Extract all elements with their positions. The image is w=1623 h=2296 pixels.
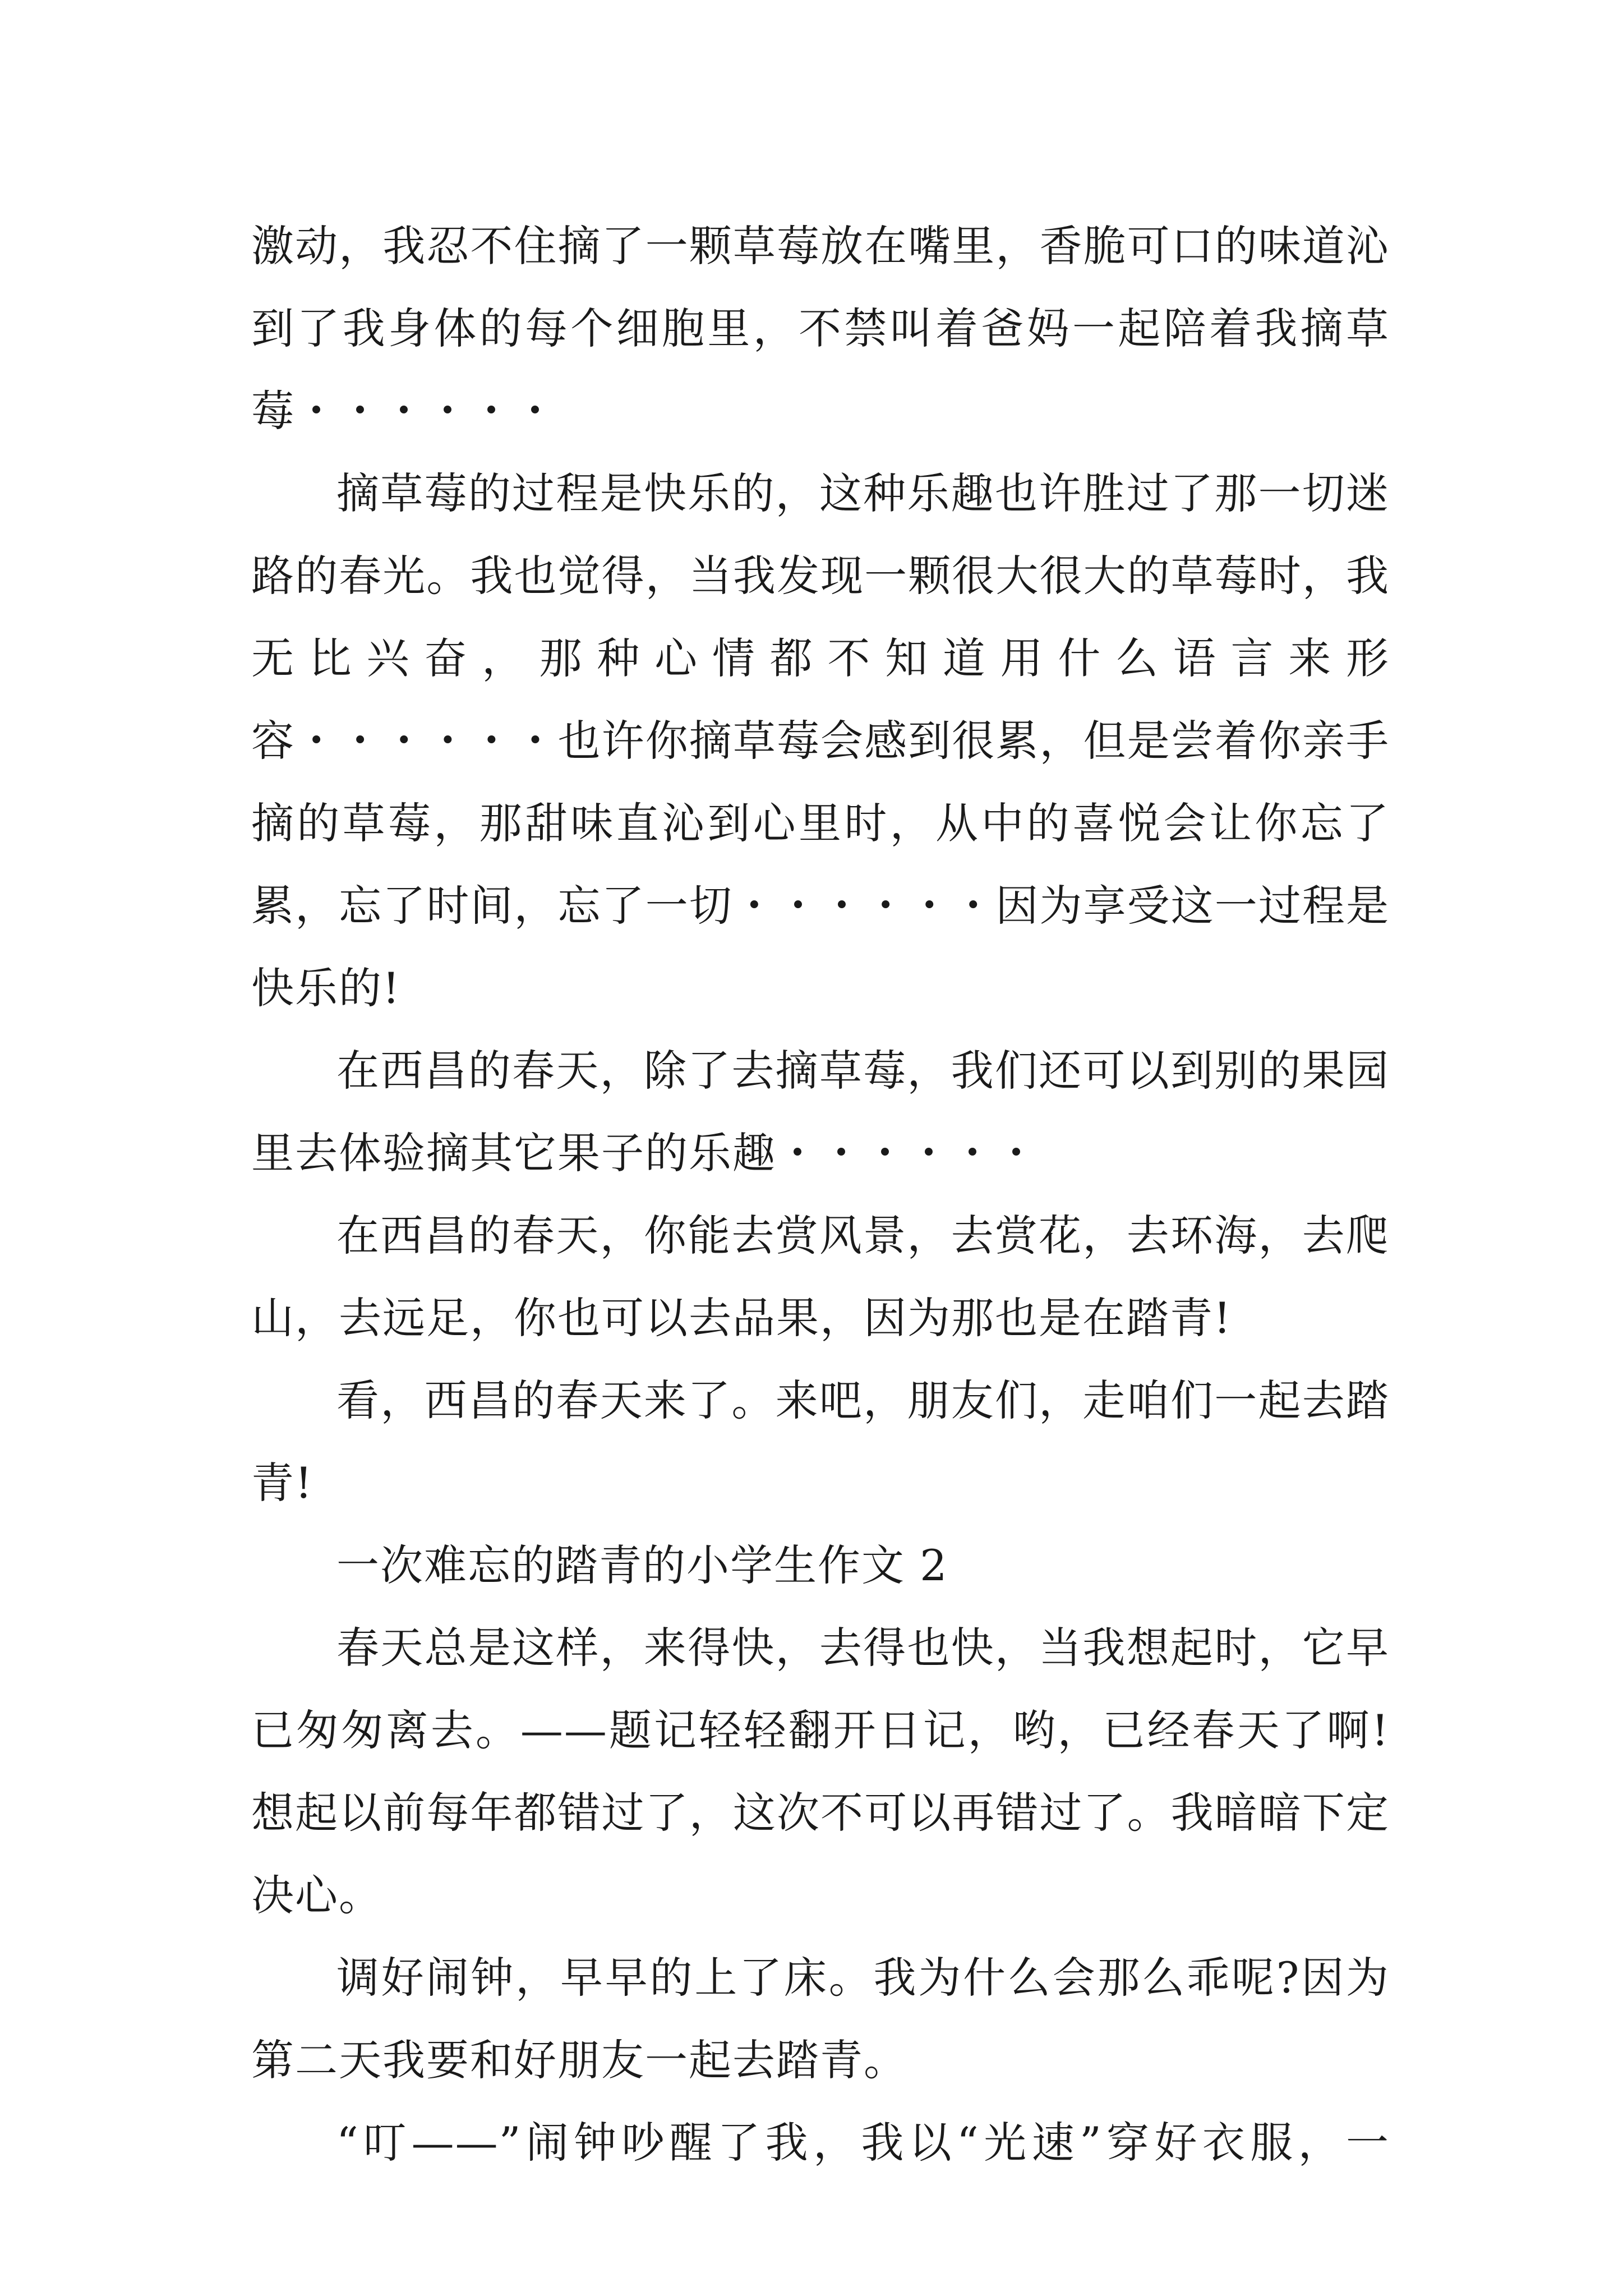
- paragraph: 看，西昌的春天来了。来吧，朋友们，走咱们一起去踏青!: [251, 1375, 1390, 1508]
- paragraph: 春天总是这样，来得快，去得也快，当我想起时，它早已匆匆离去。——题记轻轻翻开日记，哟，已经春天了啊!想起以前每年都错过了，这次不可以再错过了。我暗暗下定决心。: [251, 1623, 1390, 1920]
- paragraph-continuation: 激动，我忍不住摘了一颗草莓放在嘴里，香脆可口的味道沁到了我身体的每个细胞里，不禁叫着爸妈一起陪着我摘草莓・・・・・・: [251, 221, 1390, 436]
- section-heading: 一次难忘的踏青的小学生作文 2: [336, 1540, 948, 1590]
- paragraph: “叮——”闹钟吵醒了我，我以“光速”穿好衣服，一: [336, 2118, 1390, 2168]
- paragraph: 在西昌的春天，你能去赏风景，去赏花，去环海，去爬山，去远足，你也可以去品果，因为那也是在踏青!: [251, 1211, 1390, 1343]
- paragraph: 摘草莓的过程是快乐的，这种乐趣也许胜过了那一切迷路的春光。我也觉得，当我发现一颗很大很大的草莓时，我无比兴奋，那种心情都不知道用什么语言来形容・・・・・・也许你摘草莓会感到很累，但是尝着你亲手摘的草莓，那甜味直沁到心里时，从中的喜悦会让你忘了累，忘了时间，忘了一切・・・・・・因为享受这一过程是快乐的!: [251, 468, 1390, 1013]
- document-body: [251, 205, 1390, 2184]
- paragraph: 在西昌的春天，除了去摘草莓，我们还可以到别的果园里去体验摘其它果子的乐趣・・・・・・: [251, 1046, 1390, 1178]
- paragraph: 调好闹钟，早早的上了床。我为什么会那么乖呢?因为第二天我要和好朋友一起去踏青。: [251, 1953, 1390, 2085]
